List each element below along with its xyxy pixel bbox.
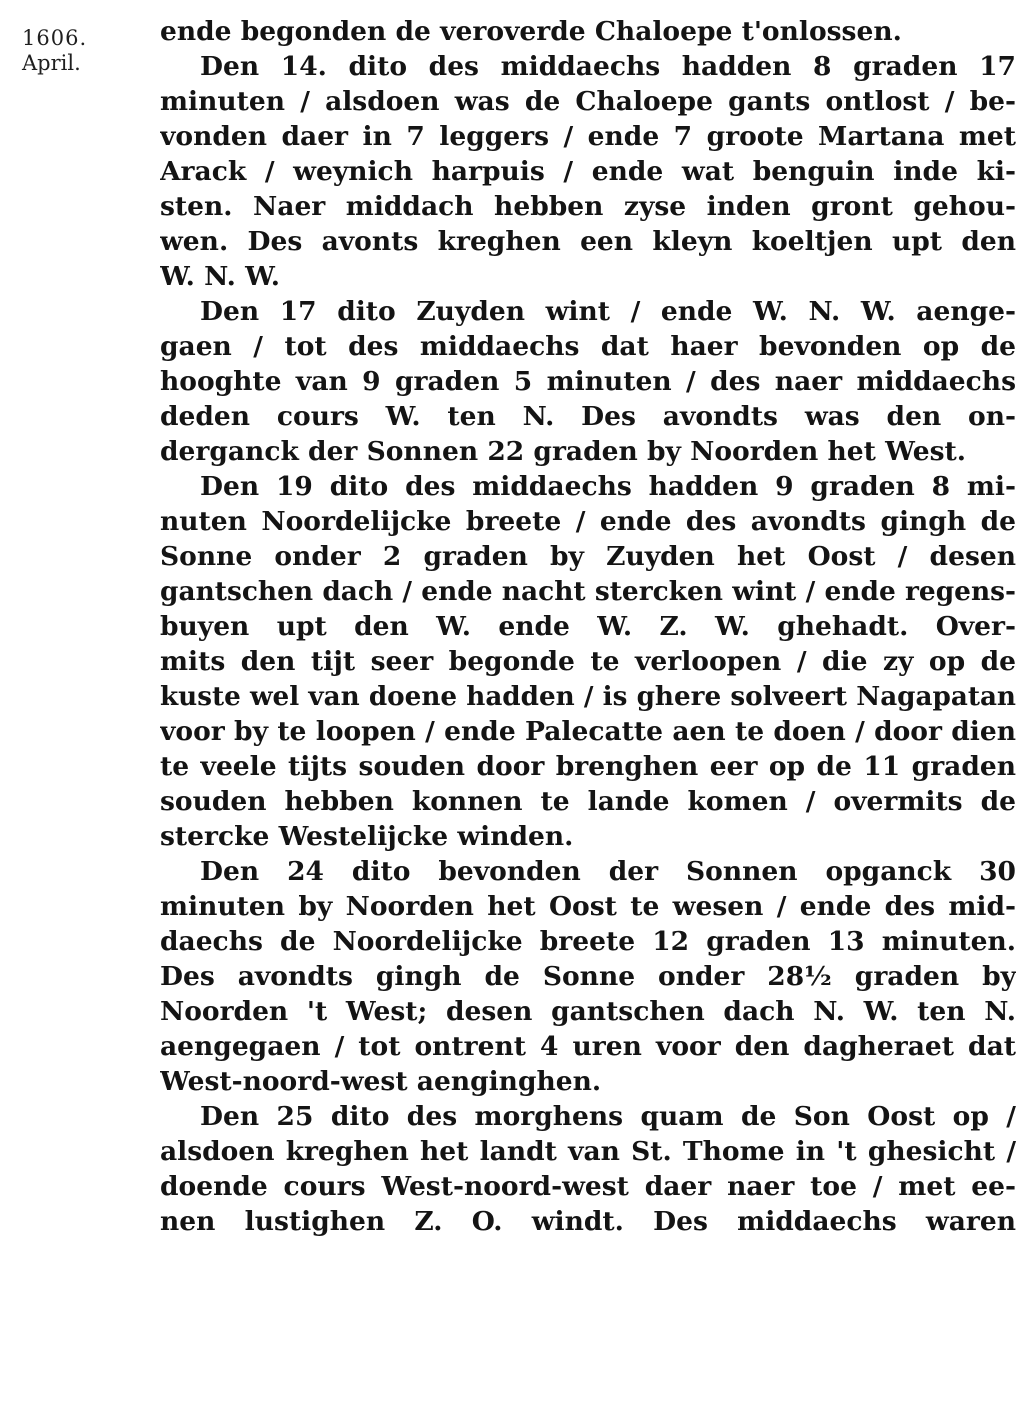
text-line: te veele tijts souden door brenghen eer op de 11 graden (160, 751, 1016, 782)
text-line: hooghte van 9 graden 5 minuten / des naer middaechs (160, 366, 1016, 397)
text-line: gaen / tot des middaechs dat haer bevonden op de (160, 331, 1016, 362)
text-line: buyen upt den W. ende W. Z. W. ghehadt. Over- (160, 611, 1016, 642)
text-line: Den 24 dito bevonden der Sonnen opganck 30 (200, 856, 1016, 887)
text-line: minuten by Noorden het Oost te wesen / ende des mid- (160, 891, 1016, 922)
text-line: gantschen dach / ende nacht stercken wint / ende regens- (160, 576, 1016, 607)
text-line: mits den tijt seer begonde te verloopen / die zy op de (160, 646, 1016, 677)
text-line: wen. Des avonts kreghen een kleyn koeltjen upt den (160, 226, 1016, 257)
text-line: ende begonden de veroverde Chaloepe t'onlossen. (160, 16, 902, 47)
text-line: Des avondts gingh de Sonne onder 28½ graden by (160, 961, 1016, 992)
text-line: stercke Westelijcke winden. (160, 821, 574, 852)
text-line: daechs de Noordelijcke breete 12 graden 13 minuten. (160, 926, 1016, 957)
margin-year: 1606. (22, 26, 88, 50)
text-line: nen lustighen Z. O. windt. Des middaechs waren (160, 1206, 1016, 1237)
text-line: Den 19 dito des middaechs hadden 9 graden 8 mi- (200, 471, 1016, 502)
text-line: voor by te loopen / ende Palecatte aen te doen / door dien (160, 716, 1016, 747)
text-line: West-noord-west aenginghen. (160, 1066, 602, 1097)
text-line: derganck der Sonnen 22 graden by Noorden het West. (160, 436, 966, 467)
text-line: Sonne onder 2 graden by Zuyden het Oost / desen (160, 541, 1016, 572)
text-line: kuste wel van doene hadden / is ghere solveert Nagapatan (160, 681, 1016, 712)
text-line: vonden daer in 7 leggers / ende 7 groote Martana met (160, 121, 1016, 152)
text-line: deden cours W. ten N. Des avondts was den on- (160, 401, 1016, 432)
text-line: Den 17 dito Zuyden wint / ende W. N. W. aenge- (200, 296, 1016, 327)
text-line: Noorden 't West; desen gantschen dach N. W. ten N. (160, 996, 1016, 1027)
margin-month: April. (22, 51, 81, 75)
margin-note (22, 26, 122, 76)
text-line: souden hebben konnen te lande komen / overmits de (160, 786, 1016, 817)
text-line: minuten / alsdoen was de Chaloepe gants ontlost / be- (160, 86, 1016, 117)
text-line: alsdoen kreghen het landt van St. Thome in 't ghesicht / (160, 1136, 1016, 1167)
text-line: Den 14. dito des middaechs hadden 8 graden 17 (200, 51, 1016, 82)
text-line: doende cours West-noord-west daer naer toe / met ee- (160, 1171, 1016, 1202)
text-line: sten. Naer middach hebben zyse inden gront gehou- (160, 191, 1016, 222)
text-line: W. N. W. (160, 261, 280, 292)
text-line: Arack / weynich harpuis / ende wat benguin inde ki- (160, 156, 1016, 187)
text-column (160, 14, 1016, 1394)
text-line: aengegaen / tot ontrent 4 uren voor den dagheraet dat (160, 1031, 1016, 1062)
text-line: nuten Noordelijcke breete / ende des avondts gingh de (160, 506, 1016, 537)
text-line: Den 25 dito des morghens quam de Son Oost op / (200, 1101, 1016, 1132)
